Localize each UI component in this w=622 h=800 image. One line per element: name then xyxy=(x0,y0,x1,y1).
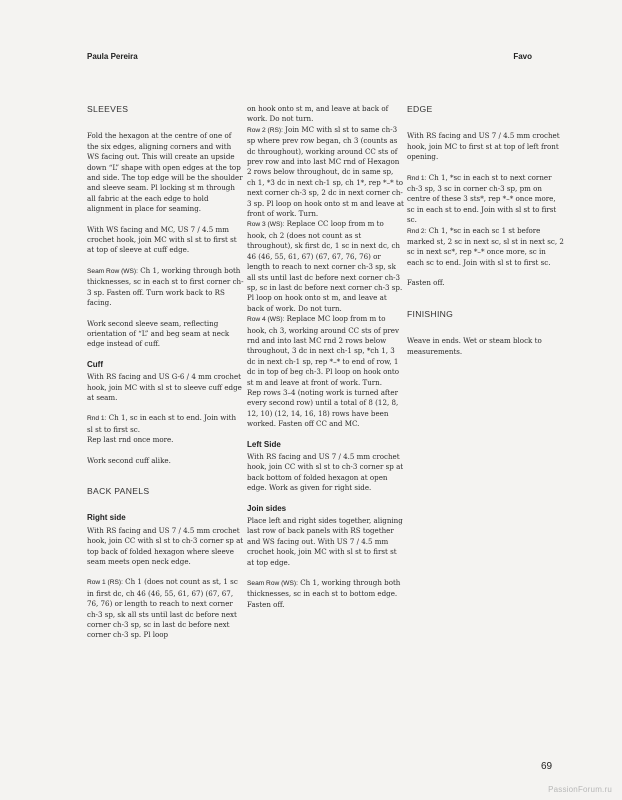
join-seam-label: Seam Row (WS): xyxy=(247,580,298,588)
sleeves-paragraph-3: Work second sleeve seam, reflecting orientation of “L” and beg seam at neck edge instead of cuff. xyxy=(87,318,230,349)
join-sides-text: Place left and right sides together, aligning last row of back panels with RS together and WS facing out. With US 7 / 4.5 mm crochet hook, join MC with sl st to first st at top edge. xyxy=(247,516,403,567)
edge-text: With RS facing and US 7 / 4.5 mm crochet hook, join MC to first st at top of left front opening. xyxy=(407,131,560,162)
sleeves-heading: SLEEVES xyxy=(87,104,129,114)
repeat-rows-text: Rep rows 3–4 (noting work is turned after every second row) until a total of 8 (12, 8, 12, 10) (12, 14, 16, 18) rows have been worked. Fasten off CC and MC. xyxy=(247,387,399,429)
cuff-rnd1-instruction xyxy=(87,413,244,435)
row3-text: Replace CC loop from m to hook, ch 2 (does not count as st throughout), sk first dc, 1 sc in next dc, ch 46 (46, 55, 61, 67) (67, 67, 76, 76) or length to reach to next corner ch-3 sp, sk all sts until last dc before next corner ch-3 sp, sc in last dc before next corner ch-3 sp. Pl loop on hook onto st m, and leave at back of work. Do not turn. xyxy=(247,219,403,313)
row1-text: Ch 1 (does not count as st, 1 sc in first dc, ch 46 (46, 55, 61, 67) (67, 67, 76, 76) or length to reach to next corner ch-3 sp, sk all sts until last dc before next corner ch-3 sp, sc in last dc before next corner ch-3 sp. Pl loop xyxy=(87,577,238,640)
finishing-heading: FINISHING xyxy=(407,308,454,319)
row3-instruction xyxy=(247,219,404,314)
seam-row-instruction xyxy=(87,266,244,309)
edge-rnd1-instruction xyxy=(407,173,564,226)
back-panels-heading: BACK PANELS xyxy=(87,485,150,496)
row1-continued: on hook onto st m, and leave at back of work. Do not turn. xyxy=(247,104,389,124)
header-author: Paula Pereira xyxy=(87,52,138,61)
sleeves-paragraph-2: With WS facing and MC, US 7 / 4.5 mm crochet hook, join MC with sl st to first st at top of sleeve at cuff edge. xyxy=(87,224,237,255)
cuff-repeat: Rep last rnd once more. xyxy=(87,435,174,445)
row3-label: Row 3 (WS): xyxy=(247,221,285,229)
row4-label: Row 4 (WS): xyxy=(247,316,285,324)
row2-text: Join MC with sl st to same ch-3 sp where prev row began, ch 3 (counts as dc throughout), working around CC sts of prev row and into last MC rnd of Hexagon 2 rows below throughout, dc in same sp, ch 1, *3 dc in next ch-1 sp, ch 1*, rep *–* to next corner ch-3 sp, 2 dc in next corner ch-3 sp. Pl loop on hook onto st m and leave at front of work. Turn. xyxy=(247,124,404,219)
cuff-rnd1-label: Rnd 1: xyxy=(87,415,107,423)
column-2 xyxy=(247,104,404,620)
edge-rnd2-instruction xyxy=(407,226,564,269)
page-number: 69 xyxy=(541,761,553,772)
right-side-text: With RS facing and US 7 / 4.5 mm crochet hook, join CC with sl st to ch-3 corner sp at top back of folded hexagon where sleeve seam meets open neck edge. xyxy=(87,525,244,566)
row2-instruction xyxy=(247,125,404,220)
left-side-heading: Left Side xyxy=(247,439,281,449)
right-side-heading: Right side xyxy=(87,513,126,523)
column-3 xyxy=(407,104,564,367)
edge-rnd2-text: Ch 1, *sc in each sc 1 st before marked st, 2 sc in next sc, sl st in next sc, 2 sc in next sc*, rep *–* once more, sc in each sc to end. Join with sl st to first sc. xyxy=(407,225,564,267)
row4-instruction xyxy=(247,314,404,388)
row1-label: Row 1 (RS): xyxy=(87,579,123,587)
edge-rnd2-label: Rnd 2: xyxy=(407,227,427,235)
row2-label: Row 2 (RS): xyxy=(247,126,283,134)
seam-row-text: Ch 1, working through both thicknesses, sc in each st to first corner ch-3 sp. Fasten off. Turn work back to RS facing. xyxy=(87,265,244,308)
edge-rnd1-label: Rnd 1: xyxy=(407,174,427,182)
sleeves-paragraph-1: Fold the hexagon at the centre of one of the six edges, aligning corners and with WS facing out. This will create an upside down “L” shape with open edges at the top and side. The top edge will be the shoulder and sleeve seam. Pl locking st m through all fabric at the each edge to hold alignment in place for seaming. xyxy=(87,131,243,214)
fasten-off: Fasten off. xyxy=(407,278,445,288)
finishing-text: Weave in ends. Wet or steam block to measurements. xyxy=(407,336,542,356)
edge-heading: EDGE xyxy=(407,104,433,114)
watermark: PassionForum.ru xyxy=(548,785,612,794)
cuff-rnd1-text: Ch 1, sc in each st to end. Join with sl st to first sc. xyxy=(87,413,237,434)
join-sides-heading: Join sides xyxy=(247,503,287,513)
header-section: Favo xyxy=(513,52,532,61)
left-side-text: With RS facing and US 7 / 4.5 mm crochet hook, join CC with sl st to ch-3 corner sp at back bottom of folded hexagon at open edge. Work as given for right side. xyxy=(247,452,404,493)
cuff-text: With RS facing and US G-6 / 4 mm crochet hook, join MC with sl st to sleeve cuff edge at seam. xyxy=(87,372,242,402)
cuff-heading: Cuff xyxy=(87,359,103,369)
seam-row-label: Seam Row (WS): xyxy=(87,267,138,275)
row1-instruction xyxy=(87,577,244,640)
row4-text: Replace MC loop from m to hook, ch 3, working around CC sts of prev rnd and into last MC rnd 2 rows below throughout, 3 dc in next ch-1 sp, *ch 1, 3 dc in next ch-1 sp, rep *–* to end of row, 1 dc in top of beg ch-3. Pl loop on hook onto st m and leave at front of work. Turn. xyxy=(247,314,400,387)
join-seam-text: Ch 1, working through both thicknesses, sc in each st to bottom edge. Fasten off. xyxy=(247,578,401,609)
second-cuff: Work second cuff alike. xyxy=(87,455,171,465)
edge-rnd1-text: Ch 1, *sc in each st to next corner ch-3 sp, 3 sc in corner ch-3 sp, pm on centre of these 3 sts*, rep *–* once more, sc in each st to end. Join with sl st to first sc. xyxy=(407,172,557,225)
join-seam-instruction xyxy=(247,578,404,610)
column-1 xyxy=(87,104,244,651)
